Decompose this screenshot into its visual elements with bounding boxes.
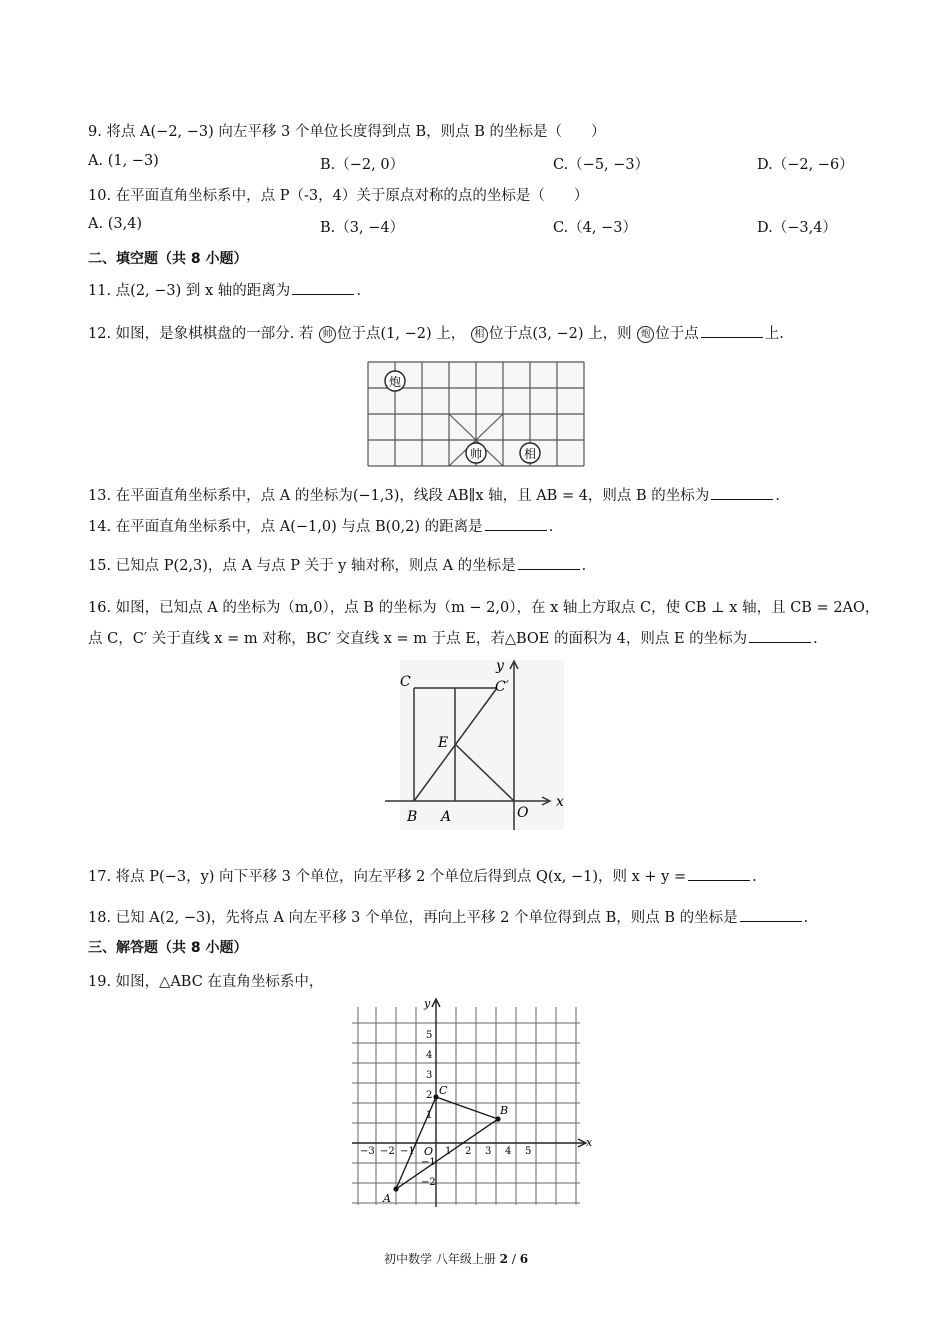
footer-course: 初中数学 八年级上册 bbox=[384, 1252, 496, 1266]
shuai-piece-icon: 帅 bbox=[319, 326, 336, 343]
q9-option-c: C.（−5, −3） bbox=[553, 157, 650, 173]
svg-text:2: 2 bbox=[465, 1146, 472, 1157]
y-axis-label: y bbox=[496, 658, 504, 674]
point-b bbox=[495, 1116, 500, 1121]
label-c-prime: C′ bbox=[495, 679, 509, 695]
question-17: 17. 将点 P(−3，y) 向下平移 3 个单位，向左平移 2 个单位后得到点 Q(x, −1)，则 x + y = . bbox=[88, 865, 757, 886]
q10-option-d: D.（−3,4） bbox=[757, 220, 837, 236]
q15-answer-blank bbox=[518, 555, 580, 570]
q16-figure-background bbox=[400, 660, 564, 830]
svg-text:4: 4 bbox=[426, 1050, 433, 1061]
q14-answer-blank bbox=[485, 516, 547, 531]
vertex-label-a: A bbox=[383, 1192, 391, 1205]
question-10: 10. 在平面直角坐标系中，点 P（-3，4）关于原点对称的点的坐标是（ ） bbox=[88, 188, 589, 204]
q10-option-a: A. (3,4) bbox=[88, 216, 143, 232]
point-c bbox=[433, 1094, 438, 1099]
q19-grid bbox=[352, 1007, 580, 1205]
svg-text:−2: −2 bbox=[380, 1146, 395, 1157]
svg-text:1: 1 bbox=[426, 1110, 433, 1121]
svg-text:4: 4 bbox=[505, 1146, 512, 1157]
q12-text: 12. 如图，是象棋棋盘的一部分. 若 bbox=[88, 326, 314, 342]
svg-text:5: 5 bbox=[426, 1030, 433, 1041]
question-16-line-2: 点 C，C′ 关于直线 x = m 对称，BC′ 交直线 x = m 于点 E，若△BOE 的面积为 4，则点 E 的坐标为 . bbox=[88, 627, 818, 648]
label-o: O bbox=[517, 805, 529, 821]
q9-option-b: B.（−2, 0） bbox=[320, 157, 405, 173]
question-15: 15. 已知点 P(2,3)，点 A 与点 P 关于 y 轴对称，则点 A 的坐标是 . bbox=[88, 554, 586, 575]
question-12: 12. 如图，是象棋棋盘的一部分. 若 帅 位于点(1, −2) 上， 相 位于点(3, −2) 上，则 炮 位于点 上. bbox=[88, 322, 784, 343]
pao-piece-icon: 炮 bbox=[637, 326, 654, 343]
q13-text: 13. 在平面直角坐标系中，点 A 的坐标为(−1,3)，线段 AB∥x 轴，且 AB = 4，则点 B 的坐标为 bbox=[88, 488, 710, 504]
q16-answer-blank bbox=[749, 628, 811, 643]
svg-text:3: 3 bbox=[426, 1070, 433, 1081]
label-e: E bbox=[438, 735, 449, 751]
label-b: B bbox=[407, 809, 418, 825]
svg-text:−1: −1 bbox=[400, 1146, 415, 1157]
pao-piece-label: 炮 bbox=[388, 375, 402, 389]
q18-text: 18. 已知 A(2, −3)，先将点 A 向左平移 3 个单位，再向上平移 2 个单位得到点 B，则点 B 的坐标是 bbox=[88, 910, 738, 926]
section-fill-in-heading: 二、填空题（共 8 小题） bbox=[88, 251, 248, 267]
q15-text: 15. 已知点 P(2,3)，点 A 与点 P 关于 y 轴对称，则点 A 的坐标是 bbox=[88, 558, 516, 574]
x-axis-label: x bbox=[556, 794, 564, 810]
svg-text:−2: −2 bbox=[421, 1177, 436, 1188]
question-11: 11. 点(2, −3) 到 x 轴的距离为 . bbox=[88, 279, 361, 300]
q10-option-c: C.（4, −3） bbox=[553, 220, 638, 236]
y-axis-label: y bbox=[424, 997, 431, 1010]
footer-page-number: 2 bbox=[499, 1252, 509, 1266]
footer-total-pages: 6 bbox=[519, 1252, 529, 1266]
q14-text: 14. 在平面直角坐标系中，点 A(−1,0) 与点 B(0,2) 的距离是 bbox=[88, 519, 483, 535]
question-14: 14. 在平面直角坐标系中，点 A(−1,0) 与点 B(0,2) 的距离是 . bbox=[88, 515, 553, 536]
q11-text: 11. 点(2, −3) 到 x 轴的距离为 bbox=[88, 283, 291, 299]
page-footer: 初中数学 八年级上册 2 / 6 bbox=[384, 1252, 529, 1266]
question-18: 18. 已知 A(2, −3)，先将点 A 向左平移 3 个单位，再向上平移 2 个单位得到点 B，则点 B 的坐标是 . bbox=[88, 906, 808, 927]
origin-label: O bbox=[424, 1145, 434, 1158]
q16-figure bbox=[380, 655, 570, 835]
q9-option-a: A. (1, −3) bbox=[88, 153, 159, 169]
svg-text:−1: −1 bbox=[421, 1157, 436, 1168]
q17-text: 17. 将点 P(−3，y) 向下平移 3 个单位，向左平移 2 个单位后得到点 Q(x, −1)，则 x + y = bbox=[88, 869, 687, 885]
question-9: 9. 将点 A(−2, −3) 向左平移 3 个单位长度得到点 B，则点 B 的坐标是（ ） bbox=[88, 124, 606, 140]
chessboard-figure bbox=[360, 357, 590, 469]
svg-text:−3: −3 bbox=[360, 1146, 375, 1157]
svg-text:2: 2 bbox=[426, 1090, 433, 1101]
q11-answer-blank bbox=[292, 280, 354, 295]
svg-text:5: 5 bbox=[525, 1146, 532, 1157]
q19-x-tick-labels bbox=[360, 1146, 531, 1157]
question-13: 13. 在平面直角坐标系中，点 A 的坐标为(−1,3)，线段 AB∥x 轴，且 AB = 4，则点 B 的坐标为 . bbox=[88, 484, 780, 505]
shuai-piece-label: 帅 bbox=[469, 447, 483, 461]
q19-y-tick-labels bbox=[421, 1030, 436, 1188]
q17-answer-blank bbox=[688, 866, 750, 881]
question-19: 19. 如图，△ABC 在直角坐标系中， bbox=[88, 974, 324, 990]
svg-text:3: 3 bbox=[485, 1146, 492, 1157]
label-a: A bbox=[441, 809, 452, 825]
x-axis-label: x bbox=[586, 1136, 592, 1149]
section-solution-heading: 三、解答题（共 8 小题） bbox=[88, 940, 248, 956]
vertex-label-b: B bbox=[500, 1104, 509, 1117]
q9-option-d: D.（−2, −6） bbox=[757, 157, 854, 173]
label-c: C bbox=[400, 674, 411, 690]
q18-answer-blank bbox=[740, 907, 802, 922]
svg-text:1: 1 bbox=[445, 1146, 452, 1157]
point-a bbox=[393, 1186, 398, 1191]
vertex-label-c: C bbox=[439, 1084, 448, 1097]
q12-answer-blank bbox=[701, 323, 763, 338]
q19-coordinate-figure bbox=[352, 997, 592, 1209]
xiang-piece-icon: 相 bbox=[471, 326, 488, 343]
xiang-piece-label: 相 bbox=[523, 447, 537, 461]
question-16-line-1: 16. 如图，已知点 A 的坐标为（m,0），点 B 的坐标为（m − 2,0），在 x 轴上方取点 C，使 CB ⊥ x 轴，且 CB = 2AO， bbox=[88, 600, 880, 616]
q13-answer-blank bbox=[711, 485, 773, 500]
q10-option-b: B.（3, −4） bbox=[320, 220, 405, 236]
